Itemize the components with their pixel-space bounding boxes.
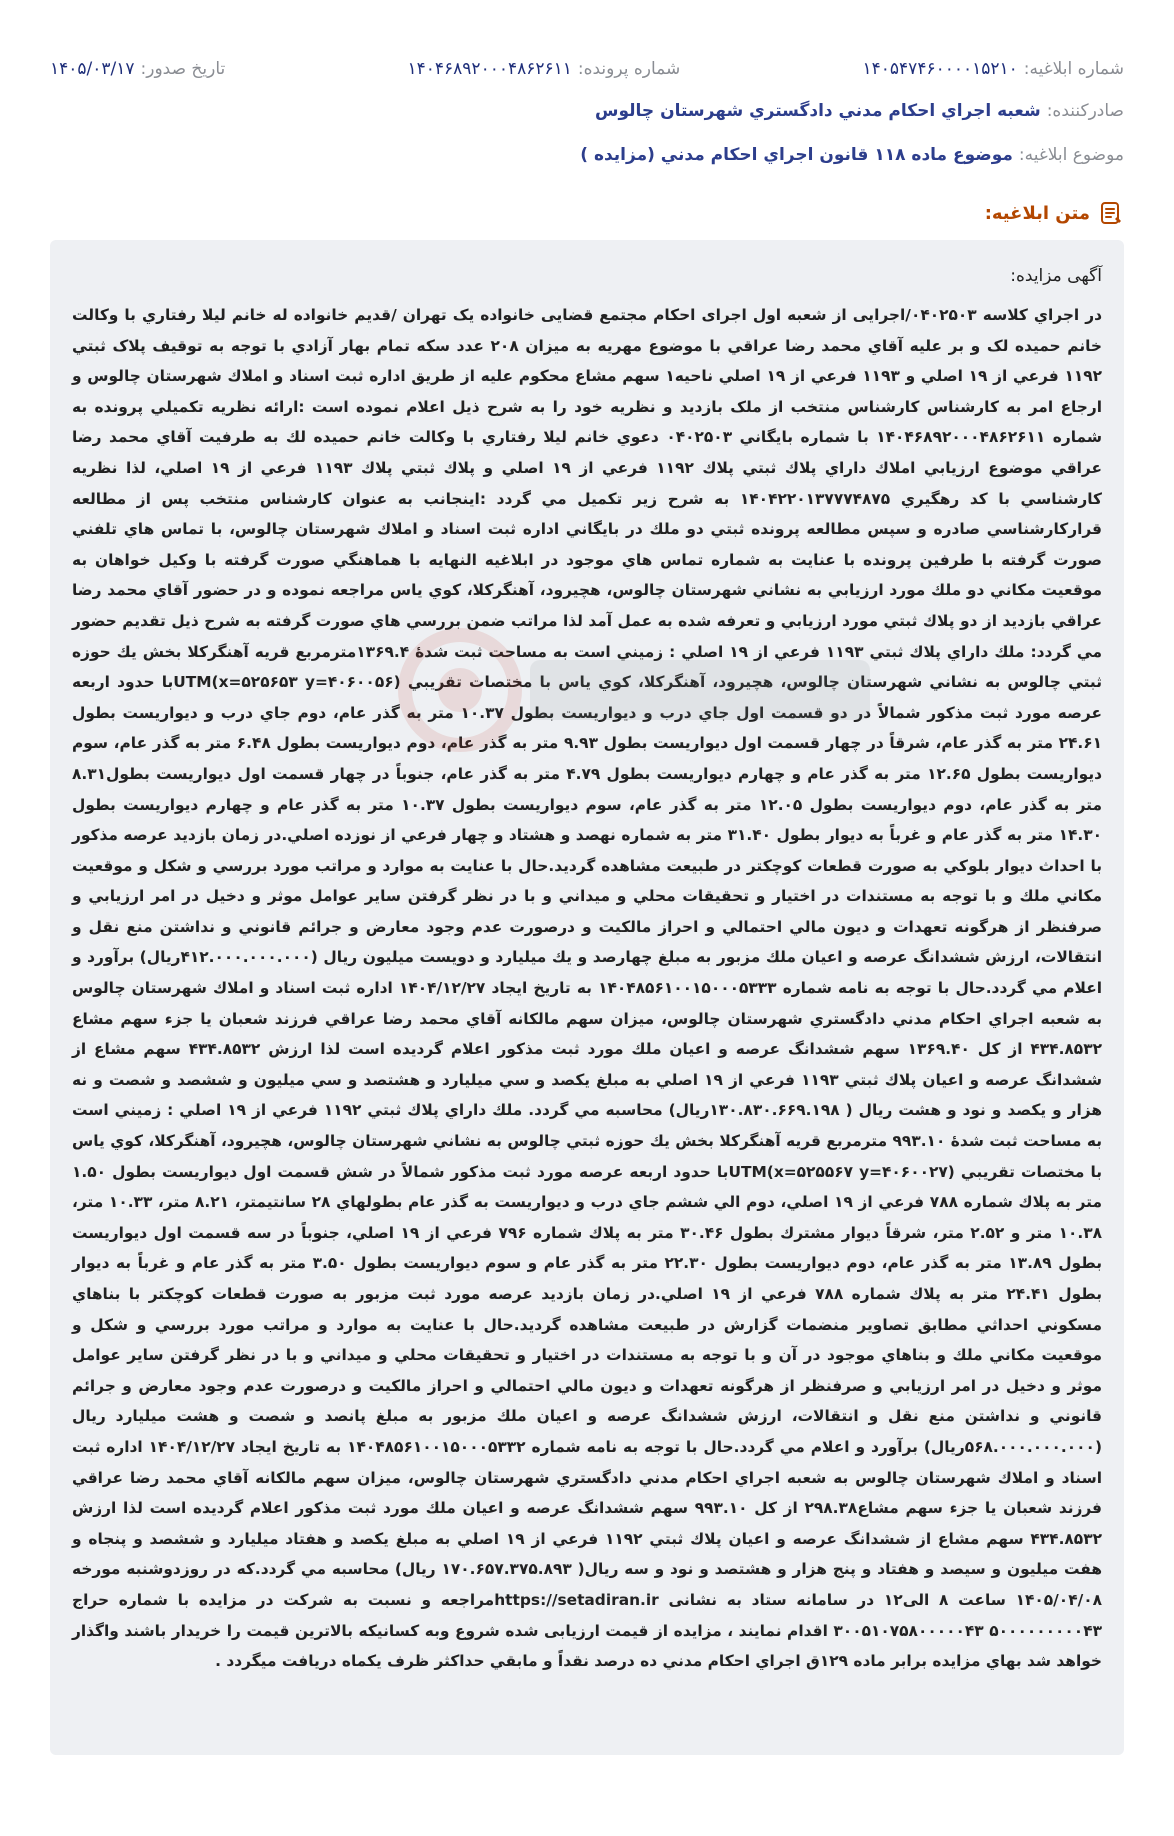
issuer-label: صادرکننده: (1046, 101, 1124, 121)
header-meta-row (50, 54, 1124, 84)
case-number (408, 59, 681, 79)
subject-row (50, 140, 1124, 170)
document-text-icon (1098, 200, 1124, 226)
notice-heading: آگهی مزایده: (1010, 266, 1102, 286)
subject (580, 145, 1124, 165)
case-number-label: شماره پرونده: (577, 59, 681, 79)
issue-date-value: ۱۴۰۵/۰۳/۱۷ (50, 59, 135, 79)
section-title-label: متن ابلاغيه: (984, 202, 1090, 224)
issuer-row (50, 96, 1124, 126)
issue-date-label: تاريخ صدور: (140, 59, 226, 79)
issuer (595, 101, 1124, 121)
subject-value: موضوع ماده ۱۱۸ قانون اجراي احكام مدني (مزايده ) (580, 145, 1013, 165)
subject-label: موضوع ابلاغيه: (1018, 145, 1124, 165)
issue-date (50, 59, 225, 79)
issuer-value: شعبه اجراي احكام مدني دادگستري شهرستان چالوس (595, 101, 1041, 121)
notice-body: در اجراي كلاسه ۰۴۰۲۵۰۳/اجرایی از شعبه اول اجرای احکام مجتمع قضایی خانواده یک تهران /قدیم خانواده له خانم ليلا رفتاري با وکالت خانم حمیده لک و بر علیه آقاي محمد رضا عراقي با موضوع مهریه به میزان ۲۰۸ عدد سکه تمام بهار آزادي با توجه به توقيف پلاک ثبتي ۱۱۹۲ فرعي از ۱۹ اصلي و ۱۱۹۳ فرعي از ۱۹ اصلي ناحيه۱ سهم مشاع محكوم عليه از طريق اداره ثبت اسناد و املاك شهرستان چالوس و ارجاع امر به كارشناس كارشناس منتخب از ملک بازدید و نظريه خود را به شرح ذیل اعلام نموده است :ارائه نظريه تكميلي پرونده به شماره ۱۴۰۴۶۸۹۲۰۰۰۴۸۶۲۶۱۱ با شماره بايگاني ۰۴۰۲۵۰۳ دعوي خانم ليلا رفتاري با وكالت خانم حميده لك به طرفيت آقاي محمد رضا عراقي موضوع ارزيابي املاك داراي پلاك ثبتي پلاك ۱۱۹۲ فرعي از ۱۹ اصلي و پلاك ثبتي پلاك ۱۱۹۳ فرعي از ۱۹ اصلي، لذا نظريه كارشناسي با كد رهگيري ۱۴۰۴۲۲۰۱۳۷۷۷۴۸۷۵ به شرح زير تكميل مي گردد :اينجانب به عنوان كارشناس منتخب پس از مطالعه قراركارشناسي صادره و سپس مطالعه پرونده ثبتي دو ملك در بايگاني اداره ثبت اسناد و املاك شهرستان چالوس، با تماس هاي تلفني صورت گرفته با طرفين پرونده با عنايت به شماره تماس هاي موجود در ابلاغيه النهايه با هماهنگي صورت گرفته با وكيل خواهان به موقعيت مكاني دو ملك مورد ارزيابي به نشاني شهرستان چالوس، هچيرود، آهنگركلا، كوي ياس مراجعه نموده و در حضور آقاي محمد رضا عراقي بازديد از دو پلاك ثبتي مورد ارزيابي و تعرفه شده به عمل آمد لذا مراتب ضمن بررسي هاي صورت گرفته به شرح ذيل تقديم حضور مي گردد: ملك داراي پلاك ثبتي ۱۱۹۳ فرعي از ۱۹ اصلي : زميني است به مساحت ثبت شدهٔ ۱۳۶۹.۴مترمربع قريه آهنگركلا بخش يك حوزه ثبتي چالوس به نشاني شهرستان چالوس، هچيرود، آهنگركلا، كوي ياس با مختصات تقريبي (UTM(x=۵۲۵۶۵۳ y=۴۰۶۰۰۵۶با حدود اربعه عرصه مورد ثبت مذكور شمالاً در دو قسمت اول جاي درب و ديواريست بطول ۱۰.۳۷ متر به گذر عام، دوم جاي درب و ديواريست بطول ۲۴.۶۱ متر به گذر عام، شرقاً در چهار قسمت اول ديواريست بطول ۹.۹۳ متر به گذر عام، دوم ديواريست بطول ۶.۴۸ متر به گذر عام، سوم ديواريست بطول ۱۲.۶۵ متر به گذر عام و چهارم ديواريست بطول ۴.۷۹ متر به گذر عام، جنوباً در چهار قسمت اول ديواريست بطول۸.۳۱ متر به گذر عام، دوم ديواريست بطول ۱۲.۰۵ متر به گذر عام، سوم ديواريست بطول ۱۰.۳۷ متر به گذر عام و چهارم ديواريست بطول ۱۴.۳۰ متر به گذر عام و غرباً به ديوار بطول ۳۱.۴۰ متر به شماره نهصد و هشتاد و چهار فرعي از نوزده اصلي.در زمان بازديد عرصه مذكور با احداث ديوار بلوكي به صورت قطعات كوچكتر در طبيعت مشاهده گرديد.حال با عنايت به موارد و مراتب مورد بررسي و شكل و موقعيت مكاني ملك و با توجه به مستندات در اختيار و تحقيقات محلي و ميداني و با در نظر گرفتن ساير عوامل موثر و دخيل در امر ارزيابي و صرفنظر از هرگونه تعهدات و ديون مالي احتمالي و احراز مالكيت و درصورت عدم وجود معارض و جرائم قانوني و نداشتن منع نقل و انتقالات، ارزش ششدانگ عرصه و اعيان ملك مزبور به مبلغ چهارصد و يك ميليارد و دويست ميليون ريال (۴۱۲.۰۰۰.۰۰۰.۰۰۰ريال) برآورد و اعلام مي گردد.حال با توجه به نامه شماره ۱۴۰۴۸۵۶۱۰۰۱۵۰۰۰۵۳۳۳ به تاريخ ايجاد ۱۴۰۴/۱۲/۲۷ اداره ثبت اسناد و املاك شهرستان چالوس به شعبه اجراي احكام مدني دادگستري شهرستان چالوس، ميزان سهم مالكانه آقاي محمد رضا عراقي فرزند شعبان يا جزء سهم مشاع ۴۳۴.۸۵۳۲ از كل ۱۳۶۹.۴۰ سهم ششدانگ عرصه و اعيان ملك مورد ثبت مذكور اعلام گرديده است لذا ارزش ۴۳۴.۸۵۳۲ سهم مشاع از ششدانگ عرصه و اعيان پلاك ثبتي ۱۱۹۳ فرعي از ۱۹ اصلي به مبلغ يكصد و سي ميليارد و هشتصد و سي ميليون و ششصد و شصت و نه هزار و يكصد و نود و هشت ريال ( ۱۳۰.۸۳۰.۶۶۹.۱۹۸ريال) محاسبه مي گردد. ملك داراي پلاك ثبتي ۱۱۹۲ فرعي از ۱۹ اصلي : زميني است به مساحت ثبت شدهٔ ۹۹۳.۱۰ مترمربع قريه آهنگركلا بخش يك حوزه ثبتي چالوس به نشاني شهرستان چالوس، هچيرود، آهنگركلا، كوي ياس با مختصات تقريبي (UTM(x=۵۲۵۵۶۷ y=۴۰۶۰۰۲۷با حدود اربعه عرصه مورد ثبت مذكور شمالاً در شش قسمت اول ديواريست بطول ۱.۵۰ متر به پلاك شماره ۷۸۸ فرعي از ۱۹ اصلي، دوم الي ششم جاي درب و ديواريست به گذر عام بطولهاي ۲۸ سانتيمتر، ۸.۲۱ متر، ۱۰.۳۳ متر، ۱۰.۳۸ متر و ۲.۵۲ متر، شرقاً ديوار مشترك بطول ۳۰.۴۶ متر به پلاك شماره ۷۹۶ فرعي از ۱۹ اصلي، جنوباً در سه قسمت اول ديواريست بطول ۱۳.۸۹ متر به گذر عام، دوم ديواريست بطول ۲۲.۳۰ متر به گذر عام و سوم ديواريست بطول ۳.۵۰ متر به گذر عام و غرباً به ديوار بطول ۲۴.۴۱ متر به پلاك شماره ۷۸۸ فرعي از ۱۹ اصلي.در زمان بازديد عرصه مورد ثبت مزبور به صورت قطعات كوچكتر با بناهاي مسكوني احداثي مطابق تصاوير منضمات گزارش در طبيعت مشاهده گرديد.حال با عنايت به موارد و مراتب مورد بررسي و شكل و موقعيت مكاني ملك و بناهاي موجود در آن و با توجه به مستندات در اختيار و تحقيقات محلي و ميداني و با در نظر گرفتن ساير عوامل موثر و دخيل در امر ارزيابي و صرفنظر از هرگونه تعهدات و ديون مالي احتمالي و احراز مالكيت و درصورت عدم وجود معارض و جرائم قانوني و نداشتن منع نقل و انتقالات، ارزش ششدانگ عرصه و اعيان ملك مزبور به مبلغ پانصد و شصت و هشت ميليارد ريال (۵۶۸.۰۰۰.۰۰۰.۰۰۰ريال) برآورد و اعلام مي گردد.حال با توجه به نامه شماره ۱۴۰۴۸۵۶۱۰۰۱۵۰۰۰۵۳۳۲ به تاريخ ايجاد ۱۴۰۴/۱۲/۲۷ اداره ثبت اسناد و املاك شهرستان چالوس به شعبه اجراي احكام مدني دادگستري شهرستان چالوس، ميزان سهم مالكانه آقاي محمد رضا عراقي فرزند شعبان يا جزء سهم مشاع۲۹۸.۳۸ از كل ۹۹۳.۱۰ سهم ششدانگ عرصه و اعيان ملك مورد ثبت مذكور اعلام گرديده است لذا ارزش ۴۳۴.۸۵۳۲ سهم مشاع از ششدانگ عرصه و اعيان پلاك ثبتي ۱۱۹۲ فرعي از ۱۹ اصلي به مبلغ يكصد و هفتاد ميليارد و ششصد و پنجاه و هفت ميليون و سيصد و هفتاد و پنج هزار و هشتصد و نود و سه ريال( ۱۷۰.۶۵۷.۳۷۵.۸۹۳ ريال) محاسبه مي گردد.كه در روزدوشنبه مورخه ۱۴۰۵/۰۴/۰۸ ساعت ۸ الی۱۲ در سامانه ستاد به نشانی https://setadiran.irمراجعه و نسبت به شرکت در مزایده با شماره حراج ۵۰۰۰۰۰۰۰۰۰۴۳ ۳۰۰۵۱۰۷۵۸۰۰۰۰۰۴۳ اقدام نمایند ، مزایده از قیمت ارزیابی شده شروع وبه کسانیکه بالاترین قیمت را خریدار باشند واگذار خواهد شد بهاي مزايده برابر ماده ۱۲۹ق اجراي احكام مدني ده درصد نقداً و مابقي حداكثر ظرف يكماه دريافت ميگردد . (72, 306, 1103, 1671)
notice-number-label: شماره ابلاغيه: (1023, 59, 1124, 79)
notice-number (863, 59, 1124, 79)
notice-text-box (50, 240, 1124, 1755)
notice-text-section-title (985, 200, 1124, 226)
case-number-value: ۱۴۰۴۶۸۹۲۰۰۰۴۸۶۲۶۱۱ (407, 59, 572, 79)
notice-number-value: ۱۴۰۵۴۷۴۶۰۰۰۰۱۵۲۱۰ (862, 59, 1018, 79)
